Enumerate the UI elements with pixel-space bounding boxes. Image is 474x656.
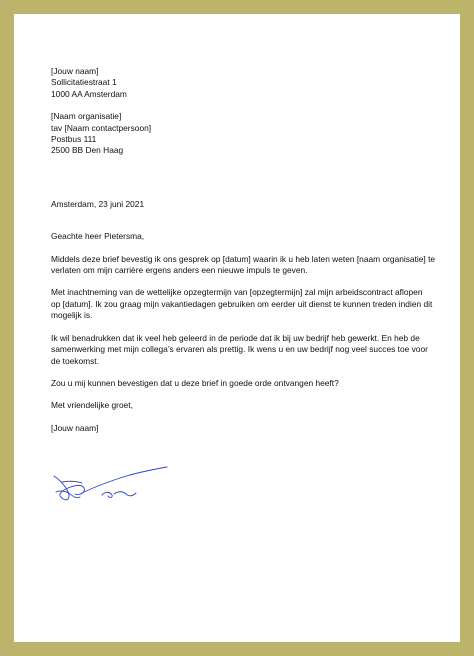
date-line: Amsterdam, 23 juni 2021 (51, 198, 145, 209)
paragraph-line: op [datum]. Ik zou graag mijn vakantiedagen gebruiken om eerder uit dienst te kunnen treden indien dit (51, 298, 433, 309)
paragraph-3 (51, 333, 441, 367)
recipient-address (51, 111, 441, 157)
signoff-name: [Jouw naam] (51, 422, 99, 433)
paragraph-4 (51, 378, 441, 389)
handwritten-signature (50, 466, 170, 506)
paragraph-line: mogelijk is. (51, 310, 93, 321)
sender-city: 1000 AA Amsterdam (51, 88, 127, 99)
recipient-city: 2500 BB Den Haag (51, 145, 124, 156)
paragraph-2 (51, 287, 441, 321)
recipient-contact: tav [Naam contactpersoon] (51, 122, 152, 133)
paragraph-line: verlaten om mijn carrière ergens anders een nieuwe impuls te geven. (51, 265, 308, 276)
paragraph-1 (51, 254, 441, 277)
paragraph-line: samenwerking met mijn collega’s ervaren als prettig. Ik wens u en uw bedrijf nog veel succes toe voor (51, 344, 428, 355)
letter-page (14, 14, 460, 642)
sender-name: [Jouw naam] (51, 66, 99, 76)
recipient-postbox: Postbus 111 (51, 134, 97, 145)
sender-address (51, 66, 441, 100)
recipient-organisation: [Naam organisatie] (51, 111, 122, 122)
letter-content (51, 66, 441, 434)
paragraph-line: Zou u mij kunnen bevestigen dat u deze brief in goede orde ontvangen heeft? (51, 377, 339, 388)
sender-street: Sollicitatiestraat 1 (51, 77, 117, 88)
paragraph-line: Ik wil benadrukken dat ik veel heb geleerd in de periode dat ik bij uw bedrijf heb gewerkt. En heb de (51, 332, 420, 343)
salutation: Geachte heer Pietersma, (51, 231, 145, 242)
paragraph-line: de toekomst. (51, 355, 99, 366)
paragraph-line: Met inachtneming van de wettelijke opzegtermijn van [opzegtermijn] zal mijn arbeidscontract aflopen (51, 287, 423, 298)
paragraph-line: Middels deze brief bevestig ik ons gesprek op [datum] waarin ik u heb laten weten [naam organisatie] te (51, 253, 436, 264)
closing: Met vriendelijke groet, (51, 400, 133, 411)
